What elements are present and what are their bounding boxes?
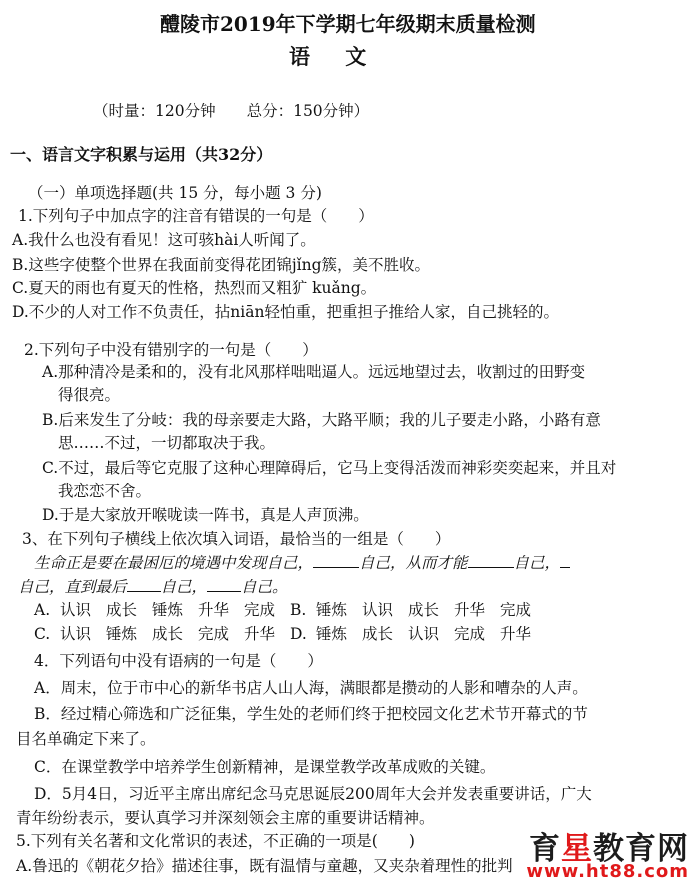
option-word: 升华: [500, 625, 532, 643]
option-label: C.: [34, 625, 51, 643]
answer-blank: [560, 553, 570, 568]
q2-option-a: A.那种清冷是柔和的，没有北风那样咄咄逼人。远远地望过去，收割过的田野变: [42, 363, 586, 381]
q1-option-a: A.我什么也没有看见！这可骇hài人听闻了。: [12, 231, 316, 249]
option-word: 锤炼: [316, 625, 348, 643]
q2-option-b-cont: 思……不过，一切都取决于我。: [58, 434, 276, 452]
option-word: 升华: [198, 601, 230, 619]
option-word: 完成: [198, 625, 230, 643]
answer-blank: [127, 577, 161, 592]
option-label: A.: [34, 601, 51, 619]
option-word: 锤炼: [152, 601, 184, 619]
answer-blank: [313, 553, 359, 568]
q3-options-cd: [34, 624, 546, 644]
page-title: 醴陵市2019年下学期七年级期末质量检测: [160, 12, 536, 36]
part-heading: （一）单项选择题(共 15 分，每小题 3 分): [28, 184, 322, 202]
option-word: 认识: [362, 601, 394, 619]
q5-option-a: A.鲁迅的《朝花夕拾》描述往事，既有温情与童趣，又夹杂着理性的批判: [16, 857, 513, 875]
option-word: 成长: [152, 625, 184, 643]
option-word: 完成: [500, 601, 532, 619]
subject-title: 语 文: [289, 44, 381, 69]
option-word: 成长: [362, 625, 394, 643]
q3-text-5: 自己，: [160, 578, 208, 596]
q2-option-c-cont: 我恋恋不舍。: [58, 482, 152, 500]
option-label: B.: [290, 601, 307, 619]
answer-blank: [207, 577, 241, 592]
q1-option-d: D.不少的人对工作不负责任，拈niān轻怕重，把重担子推给人家，自己挑轻的。: [12, 303, 559, 321]
q3-text-2: 自己，从而才能: [359, 554, 468, 572]
q1-stem: 1.下列句子中加点字的注音有错误的一句是（ ）: [18, 207, 374, 225]
option-word: 认识: [60, 625, 92, 643]
q3-stem: 3、在下列句子横线上依次填入词语，最恰当的一组是（ ）: [22, 530, 451, 548]
option-word: 认识: [60, 601, 92, 619]
q2-option-d: D.于是大家放开喉咙读一阵书，真是人声顶沸。: [42, 506, 369, 524]
q4-option-d: D．5月4日，习近平主席出席纪念马克思诞辰200周年大会并发表重要讲话，广大: [34, 785, 592, 803]
option-word: 完成: [454, 625, 486, 643]
q1-option-c: C.夏天的雨也有夏天的性格，热烈而又粗犷 kuǎng。: [12, 279, 377, 297]
answer-blank: [468, 553, 514, 568]
q4-option-a: A．周末，位于市中心的新华书店人山人海，满眼都是攒动的人影和嘈杂的人声。: [34, 679, 588, 697]
q3-text-3: 自己，: [513, 554, 561, 572]
q2-stem: 2.下列句子中没有错别字的一句是（ ）: [24, 341, 318, 359]
q3-text-6: 自己。: [241, 578, 288, 596]
q3-options-ab: [34, 600, 546, 620]
option-word: 完成: [244, 601, 276, 619]
option-word: 成长: [106, 601, 138, 619]
watermark-logo: 育星教育网: [529, 831, 689, 867]
q4-option-c: C．在课堂教学中培养学生创新精神，是课堂教学改革成败的关键。: [34, 758, 496, 776]
q3-sentence-line1: [34, 553, 570, 573]
q2-option-a-cont: 得很亮。: [58, 386, 121, 404]
q3-text-4: 自己，直到最后: [18, 578, 127, 596]
q3-text-1: 生命正是要在最困厄的境遇中发现自己，: [34, 554, 314, 572]
q4-option-b-cont: 目名单确定下来了。: [16, 730, 156, 748]
watermark-url: www.ht88.com: [526, 861, 689, 882]
q2-option-c: C.不过，最后等它克服了这种心理障碍后，它马上变得活泼而神彩奕奕起来，并且对: [42, 459, 617, 477]
option-word: 成长: [408, 601, 440, 619]
q4-option-d-cont: 青年纷纷表示，要认真学习并深刻领会主席的重要讲话精神。: [16, 809, 435, 827]
q1-option-b: B.这些字使整个世界在我面前变得花团锦jǐng簇，美不胜收。: [12, 256, 430, 274]
option-label: D.: [290, 625, 307, 643]
option-word: 升华: [454, 601, 486, 619]
q4-option-b: B．经过精心筛选和广泛征集，学生处的老师们终于把校园文化艺术节开幕式的节: [34, 705, 588, 723]
section-heading: 一、语言文字积累与运用（共32分）: [10, 145, 273, 164]
option-word: 认识: [408, 625, 440, 643]
site-watermark: [499, 823, 695, 883]
q2-option-b: B.后来发生了分岐：我的母亲要走大路，大路平顺；我的儿子要走小路，小路有意: [42, 411, 601, 429]
option-word: 锤炼: [106, 625, 138, 643]
exam-time-info: （时量：120分钟 总分：150分钟）: [93, 102, 370, 120]
option-word: 升华: [244, 625, 276, 643]
q3-sentence-line2: [18, 577, 288, 597]
q5-stem: 5.下列有关名著和文化常识的表述，不正确的一项是( ): [16, 832, 415, 850]
q4-stem: 4．下列语句中没有语病的一句是（ ）: [34, 652, 323, 670]
option-word: 锤炼: [316, 601, 348, 619]
